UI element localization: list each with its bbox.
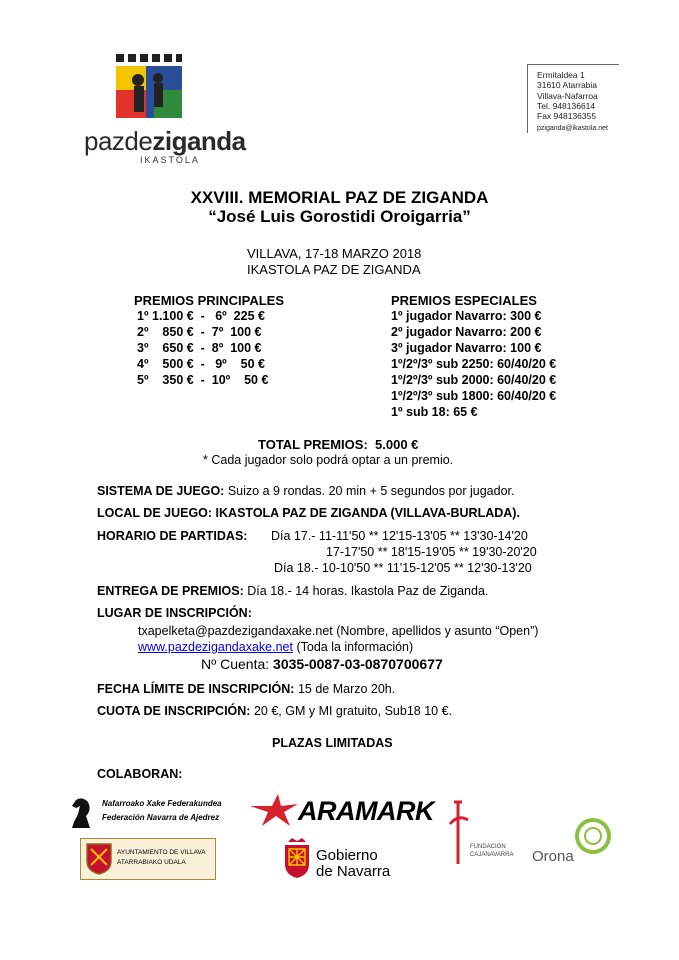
fecha-value: 15 de Marzo 20h. — [297, 682, 396, 696]
sistema-juego — [97, 484, 514, 498]
fed-line2: Federación Navarra de Ajedrez — [102, 813, 220, 822]
main-prize-row: 3º 650 € - 8º 100 € — [137, 341, 262, 355]
paz-de-ziganda-logo-mark — [114, 50, 184, 120]
fundacion-line2: CAJANAVARRA — [470, 852, 514, 858]
address-line: 31610 Atarrabia — [537, 80, 598, 91]
total-note: * Cada jugador solo podrá optar a un premio. — [203, 453, 454, 467]
total-label: TOTAL PREMIOS: — [258, 437, 368, 452]
navarra-shield-icon — [284, 838, 310, 878]
orona-ring-icon — [570, 816, 616, 854]
sponsor-aramark — [248, 792, 434, 828]
page-title: XXVIII. MEMORIAL PAZ DE ZIGANDA — [190, 188, 489, 207]
colaboran-heading: COLABORAN: — [97, 767, 183, 781]
special-prize-row: 1º jugador Navarro: 300 € — [391, 309, 542, 323]
aramark-star-icon — [248, 792, 300, 828]
fecha-limite — [97, 682, 395, 696]
villava-line2: ATARRABIAKO UDALA — [117, 859, 186, 866]
gobierno-line1: Gobierno — [316, 847, 378, 864]
website-link[interactable]: www.pazdezigandaxake.net — [138, 640, 293, 654]
special-prize-row: 3º jugador Navarro: 100 € — [391, 341, 542, 355]
special-prize-row: 1º/2º/3º sub 2250: 60/40/20 € — [391, 357, 557, 371]
logo-word-paz: paz — [84, 126, 125, 156]
horario-label: HORARIO DE PARTIDAS: — [97, 529, 248, 543]
fecha-label: FECHA LÍMITE DE INSCRIPCIÓN: — [97, 682, 295, 696]
lugar-web — [138, 640, 413, 654]
bank-account — [201, 656, 443, 672]
special-prize-row: 1º/2º/3º sub 2000: 60/40/20 € — [391, 373, 557, 387]
sponsor-orona — [532, 816, 622, 866]
horario-line: Día 18.- 10-10'50 ** 11'15-12'05 ** 12'30-13'20 — [274, 561, 532, 575]
address-line: Fax 948136355 — [537, 111, 597, 122]
page-subtitle: “José Luis Gorostidi Oroigarria” — [208, 207, 471, 226]
address-email: pziganda@ikastola.net — [537, 125, 608, 133]
entrega-value: Día 18.- 14 horas. Ikastola Paz de Ziganda. — [247, 584, 489, 598]
cuenta-label: Nº Cuenta: — [201, 656, 270, 672]
main-prize-row: 1º 1.100 € - 6º 225 € — [137, 309, 265, 323]
special-prizes-heading: PREMIOS ESPECIALES — [391, 293, 537, 308]
aramark-wordmark: ARAMARK — [298, 796, 434, 826]
special-prizes-list — [391, 308, 556, 420]
total-prizes — [258, 437, 418, 452]
main-prize-row: 5º 350 € - 10º 50 € — [137, 373, 269, 387]
local-juego — [97, 506, 520, 520]
lugar-email[interactable]: txapelketa@pazdezigandaxake.net (Nombre, apellidos y asunto “Open”) — [138, 624, 539, 638]
horario-line: Día 17.- 11-11'50 ** 12'15-13'05 ** 13'30-14'20 — [271, 529, 528, 543]
gobierno-line2: de Navarra — [316, 863, 391, 880]
sponsor-gobierno-navarra — [284, 836, 404, 882]
sponsor-fundacion-cajanavarra — [446, 800, 521, 868]
chess-knight-icon — [66, 794, 96, 830]
venue-date: VILLAVA, 17-18 MARZO 2018 — [247, 246, 422, 261]
special-prize-row: 1º sub 18: 65 € — [391, 405, 478, 419]
villava-line1: AYUNTAMIENTO DE VILLAVA — [117, 849, 206, 856]
logo-wordmark — [84, 126, 246, 157]
local-value: IKASTOLA PAZ DE ZIGANDA (VILLAVA-BURLADA). — [215, 506, 520, 520]
address-block — [527, 64, 619, 133]
entrega-label: ENTREGA DE PREMIOS: — [97, 584, 244, 598]
sistema-label: SISTEMA DE JUEGO: — [97, 484, 225, 498]
fed-line1: Nafarroako Xake Federakundea — [102, 799, 222, 808]
sistema-value: Suizo a 9 rondas. 20 min + 5 segundos por jugador. — [227, 484, 515, 498]
address-line: Ermitaldea 1 — [537, 70, 585, 80]
address-line: Tel. 948136614 — [537, 100, 596, 111]
cuota-label: CUOTA DE INSCRIPCIÓN: — [97, 704, 251, 718]
villava-shield-icon — [86, 843, 112, 875]
special-prize-row: 1º/2º/3º sub 1800: 60/40/20 € — [391, 389, 557, 403]
local-label: LOCAL DE JUEGO: — [97, 506, 213, 520]
lugar-label: LUGAR DE INSCRIPCIÓN: — [97, 606, 252, 620]
main-prize-row: 4º 500 € - 9º 50 € — [137, 357, 265, 371]
logo-word-ziganda: ziganda — [152, 126, 246, 156]
plazas-limitadas: PLAZAS LIMITADAS — [272, 736, 393, 750]
orona-wordmark: Orona — [532, 848, 574, 865]
main-prizes-list — [137, 308, 268, 388]
logo-subtitle: IKASTOLA — [140, 155, 200, 165]
logo-word-de: de — [124, 126, 153, 156]
main-prizes-heading: PREMIOS PRINCIPALES — [134, 293, 285, 308]
sponsor-federacion-ajedrez — [66, 794, 226, 830]
cuenta-value: 3035-0087-03-0870700677 — [273, 656, 443, 672]
website-note: (Toda la información) — [296, 640, 414, 654]
cuota-value: 20 €, GM y MI gratuito, Sub18 10 €. — [253, 704, 452, 718]
total-value: 5.000 € — [375, 437, 419, 452]
sponsor-ayuntamiento-villava — [80, 838, 216, 880]
venue-name: IKASTOLA PAZ DE ZIGANDA — [247, 262, 421, 277]
entrega-premios — [97, 584, 488, 598]
fundacion-line1: FUNDACIÓN — [470, 844, 506, 850]
main-prize-row: 2º 850 € - 7º 100 € — [137, 325, 262, 339]
cuota — [97, 704, 452, 718]
horario-line: 17-17'50 ** 18'15-19'05 ** 19'30-20'20 — [326, 545, 537, 559]
fundacion-cross-icon — [448, 800, 470, 866]
special-prize-row: 2º jugador Navarro: 200 € — [391, 325, 542, 339]
address-line: Villava-Nafarroa — [537, 90, 598, 101]
